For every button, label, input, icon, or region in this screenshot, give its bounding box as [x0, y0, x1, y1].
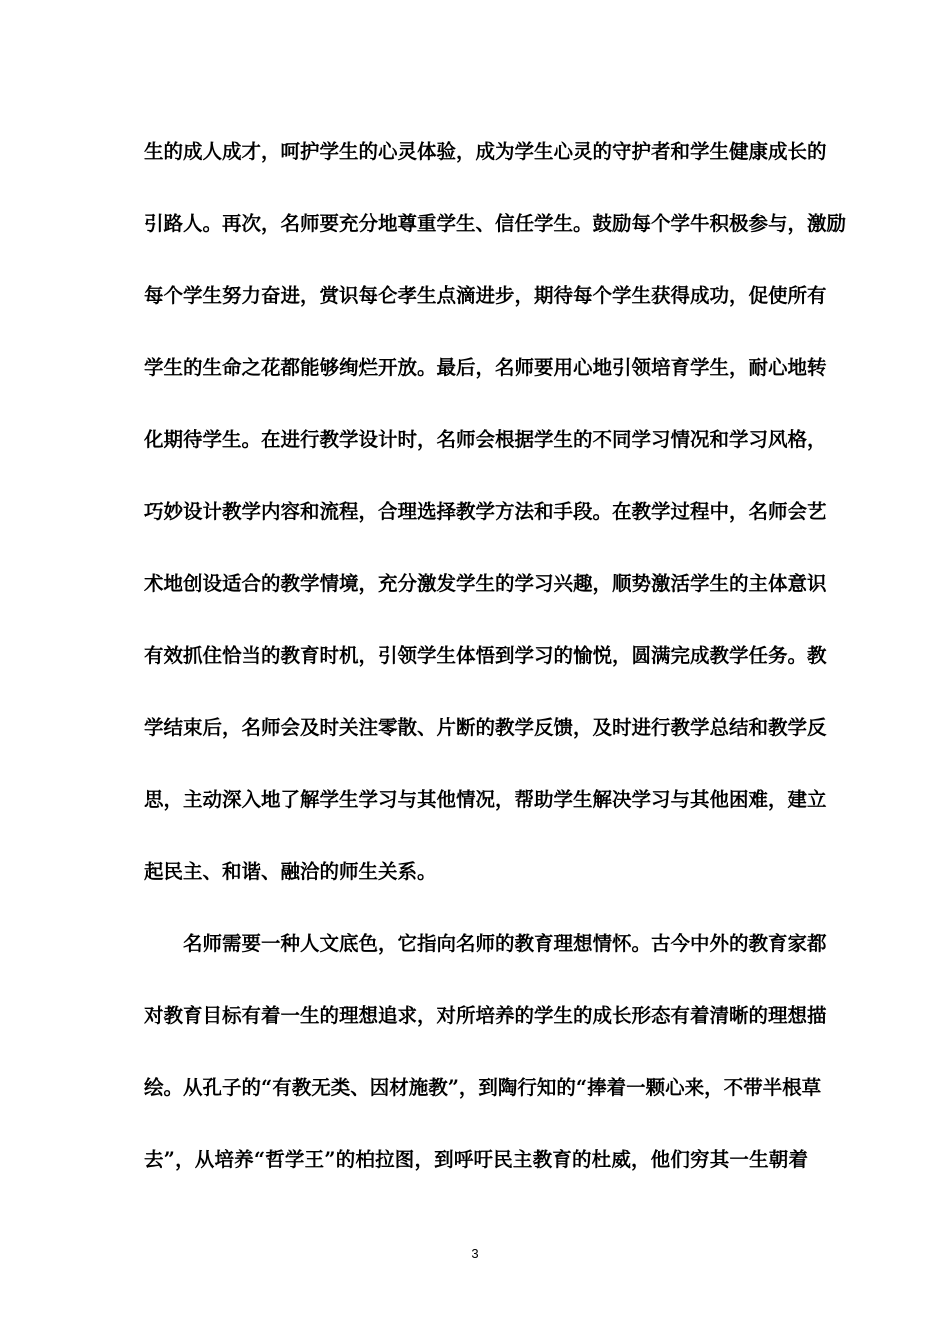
text-line-7: 术地创设适合的教学情境，充分激发学生的学习兴趣，顺势激活学生的主体意识 — [144, 572, 827, 595]
text-line-14: 绘。从孔子的“有教无类、因材施教”，到陶行知的“捧着一颗心来，不带半根草 — [144, 1076, 822, 1099]
text-line-3: 每个学生努力奋进，赏识每仑孝生点滴进步，期待每个学生获得成功，促使所有 — [144, 284, 827, 307]
text-line-13: 对教育目标有着一生的理想追求，对所培养的学生的成长形态有着清晰的理想描 — [144, 1004, 827, 1027]
text-line-4: 学生的生命之花都能够绚烂开放。最后，名师要用心地引领培育学生，耐心地转 — [144, 356, 827, 379]
text-line-6: 巧妙设计教学内容和流程，合理选择教学方法和手段。在教学过程中，名师会艺 — [144, 500, 827, 523]
page-number: 3 — [471, 1246, 479, 1261]
text-line-11: 起民主、和谐、融洽的师生关系。 — [144, 860, 437, 883]
paragraph-start-line: 名师需要一种人文底色，它指向名师的教育理想情怀。古今中外的教育家都 — [183, 932, 827, 955]
text-line-9: 学结束后，名师会及时关注零散、片断的教学反馈，及时进行教学总结和教学反 — [144, 716, 827, 739]
text-line-10: 思，主动深入地了解学生学习与其他情况，帮助学生解决学习与其他困难，建立 — [144, 788, 827, 811]
text-line-2: 引路人。再次，名师要充分地尊重学生、信任学生。鼓励每个学牛积极参与，激励 — [144, 212, 847, 235]
text-line-15: 去”，从培养“哲学王”的柏拉图，到呼吁民主教育的杜威，他们穷其一生朝着 — [144, 1148, 808, 1171]
text-line-1: 生的成人成才，呵护学生的心灵体验，成为学生心灵的守护者和学生健康成长的 — [144, 140, 827, 163]
text-line-5: 化期待学生。在进行教学设计时，名师会根据学生的不同学习情况和学习风格， — [144, 428, 827, 451]
text-line-8: 有效抓住恰当的教育时机，引领学生体悟到学习的愉悦，圆满完成教学任务。教 — [144, 644, 827, 667]
